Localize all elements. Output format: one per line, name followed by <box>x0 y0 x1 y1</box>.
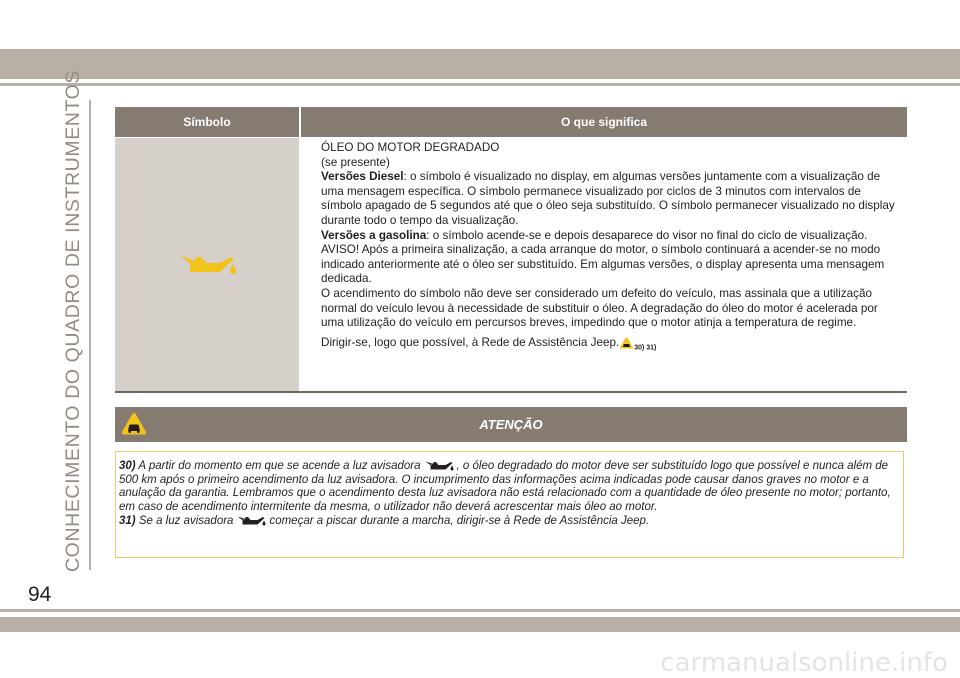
gasoline-label: Versões a gasolina <box>321 228 427 242</box>
warning-item-30 <box>119 459 895 514</box>
diesel-paragraph <box>321 170 901 228</box>
item-text-end: começar a piscar durante a marcha, dirigir-se à Rede de Assistência Jeep. <box>269 515 650 528</box>
top-band <box>0 49 960 79</box>
gasoline-text: : o símbolo acende-se e depois desaparece do visor no final do ciclo de visualização. AVISO! Após a primeira sinalização, a cada arranque do motor, o símbolo continuará a acender-se no modo indicado anteriormente até o óleo ser substituído. Em algumas versões, o display apresenta uma mensagem dedicada. <box>321 228 885 286</box>
warning-title: ATENÇÃO <box>479 417 543 432</box>
warning-car-icon <box>121 412 147 436</box>
table-row <box>115 137 907 393</box>
symbol-cell <box>115 137 299 391</box>
reference-numbers: 30) 31) <box>634 344 657 352</box>
oil-can-icon <box>421 459 457 473</box>
diesel-label: Versões Diesel <box>321 170 404 184</box>
item-number: 31) <box>119 515 136 528</box>
diesel-text: : o símbolo é visualizado no display, em algumas versões juntamente com a visualização de uma mensagem específica. O símbolo permanece visualizado por ciclos de 3 minutos com intervalos de símbolo apagado de 5 segundos até que o óleo seja substituído. O símbolo permanecer visualizado no display durante todo o tempo da visualização. <box>321 170 895 227</box>
top-rule <box>0 83 960 86</box>
item-text-start: A partir do momento em que se acende a luz avisadora <box>138 460 421 473</box>
bottom-band <box>0 617 960 632</box>
contact-paragraph <box>321 336 901 356</box>
row-title: ÓLEO DO MOTOR DEGRADADO <box>321 141 500 154</box>
header-symbol: Símbolo <box>115 107 301 137</box>
chapter-side-title: CONHECIMENTO DO QUADRO DE INSTRUMENTOS <box>62 69 84 572</box>
oil-can-icon <box>233 514 269 528</box>
warning-item-31 <box>119 514 895 529</box>
page-number: 94 <box>28 583 52 606</box>
item-text-start: Se a luz avisadora <box>138 515 234 528</box>
contact-text: Dirigir-se, logo que possível, à Rede de Assistência Jeep. <box>321 335 620 349</box>
meaning-cell <box>299 137 907 391</box>
side-rule <box>89 100 91 570</box>
item-number: 30) <box>119 460 136 473</box>
bottom-rule <box>0 609 960 612</box>
note-paragraph: O acendimento do símbolo não deve ser considerado um defeito do veículo, mas assinala que a utilização normal do veículo levou à necessidade de substituir o óleo. A degradação do óleo do motor é acelerada por uma utilização do veículo em percursos breves, impedindo que o motor atinja a temperatura de regime. <box>321 286 878 330</box>
oil-can-icon <box>176 251 238 279</box>
item-text-end: , o óleo degradado do motor deve ser substituído logo que possível e nunca além de 500 km após o primeiro acendimento da luz avisadora. O incumprimento das informações acima indicadas pode causar danos graves no motor e a anulação da garantia. Lembramos que o acendimento desta luz avisadora não está relacionado com a quantidade de óleo presente no motor; portanto, em caso de acendimento intermitente da mesma, o utilizador não deverá acrescentar mais óleo ao motor. <box>119 460 891 513</box>
warning-header <box>115 407 907 442</box>
header-meaning: O que significa <box>560 115 647 129</box>
row-subtitle: (se presente) <box>321 155 390 169</box>
gasoline-paragraph <box>321 229 901 287</box>
warning-box <box>115 451 904 558</box>
table-header <box>115 107 907 137</box>
warning-car-icon <box>619 336 634 349</box>
symbol-table <box>115 107 907 393</box>
watermark: carmanualsonline.info <box>660 648 948 678</box>
